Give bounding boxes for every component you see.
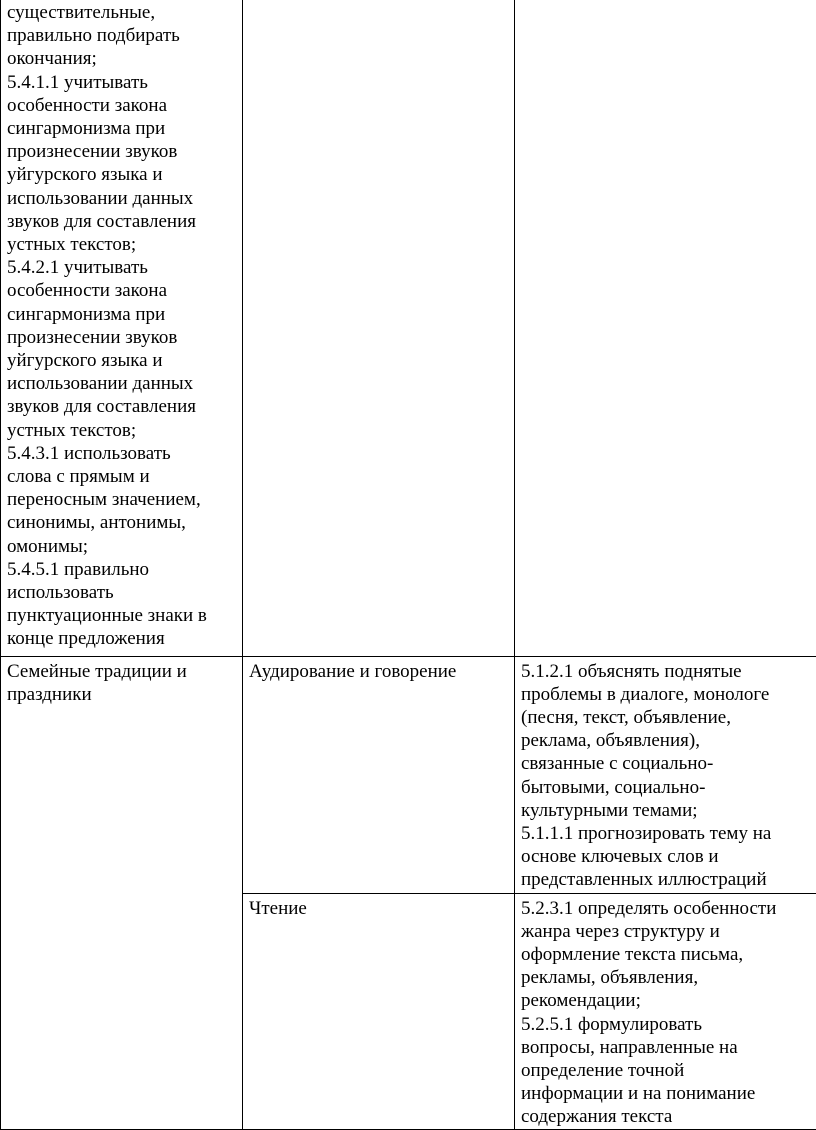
text-line: Семейные традиции и <box>7 660 238 683</box>
text-line: слова с прямым и <box>7 465 238 488</box>
text-line: представленных иллюстраций <box>521 868 812 891</box>
text-line: синонимы, антонимы, <box>7 511 238 534</box>
text-line: переносным значением, <box>7 488 238 511</box>
text-line: содержания текста <box>521 1105 812 1128</box>
skill-cell <box>243 656 515 893</box>
text-line: использовании данных <box>7 372 238 395</box>
text-line: произнесении звуков <box>7 326 238 349</box>
table-row <box>1 656 816 893</box>
objectives-cell <box>515 656 816 893</box>
text-line: 5.2.3.1 определять особенности <box>521 897 812 920</box>
text-line: особенности закона <box>7 279 238 302</box>
text-line: звуков для составления <box>7 210 238 233</box>
text-line: 5.4.5.1 правильно <box>7 558 238 581</box>
text-line: рекомендации; <box>521 989 812 1012</box>
text-line: звуков для составления <box>7 395 238 418</box>
text-line: рекламы, объявления, <box>521 966 812 989</box>
text-line: особенности закона <box>7 94 238 117</box>
text-line: культурными темами; <box>521 799 812 822</box>
text-line: существительные, <box>7 1 238 24</box>
text-line: проблемы в диалоге, монологе <box>521 683 812 706</box>
text-line: сингармонизма при <box>7 117 238 140</box>
text-line: сингармонизма при <box>7 303 238 326</box>
text-line: правильно подбирать <box>7 24 238 47</box>
text-line: оформление текста письма, <box>521 943 812 966</box>
text-line: 5.1.2.1 объяснять поднятые <box>521 660 812 683</box>
text-line: использовать <box>7 581 238 604</box>
text-line: устных текстов; <box>7 419 238 442</box>
text-line: уйгурского языка и <box>7 349 238 372</box>
table-cell-empty <box>243 0 515 656</box>
text-line: произнесении звуков <box>7 140 238 163</box>
text-line: уйгурского языка и <box>7 163 238 186</box>
table-cell <box>1 0 243 656</box>
text-line: пунктуационные знаки в <box>7 604 238 627</box>
text-line: Чтение <box>249 897 510 920</box>
text-line: омонимы; <box>7 535 238 558</box>
table-row <box>1 0 816 656</box>
text-line: вопросы, направленные на <box>521 1036 812 1059</box>
text-line: жанра через структуру и <box>521 920 812 943</box>
text-line: использовании данных <box>7 187 238 210</box>
text-line: окончания; <box>7 47 238 70</box>
text-line: 5.2.5.1 формулировать <box>521 1013 812 1036</box>
text-line: конце предложения <box>7 627 238 650</box>
objectives-cell <box>515 893 816 1129</box>
table-cell-empty <box>515 0 816 656</box>
text-line: бытовыми, социально- <box>521 776 812 799</box>
text-line: реклама, объявления), <box>521 729 812 752</box>
text-line: связанные с социально- <box>521 752 812 775</box>
text-line: (песня, текст, объявление, <box>521 706 812 729</box>
text-line: определение точной <box>521 1059 812 1082</box>
text-line: 5.1.1.1 прогнозировать тему на <box>521 822 812 845</box>
text-line: 5.4.3.1 использовать <box>7 442 238 465</box>
text-line: устных текстов; <box>7 233 238 256</box>
text-line: 5.4.1.1 учитывать <box>7 71 238 94</box>
skill-cell <box>243 893 515 1129</box>
text-line: праздники <box>7 683 238 706</box>
text-line: информации и на понимание <box>521 1082 812 1105</box>
topic-cell <box>1 656 243 1129</box>
text-line: Аудирование и говорение <box>249 660 510 683</box>
text-line: 5.4.2.1 учитывать <box>7 256 238 279</box>
text-line: основе ключевых слов и <box>521 845 812 868</box>
